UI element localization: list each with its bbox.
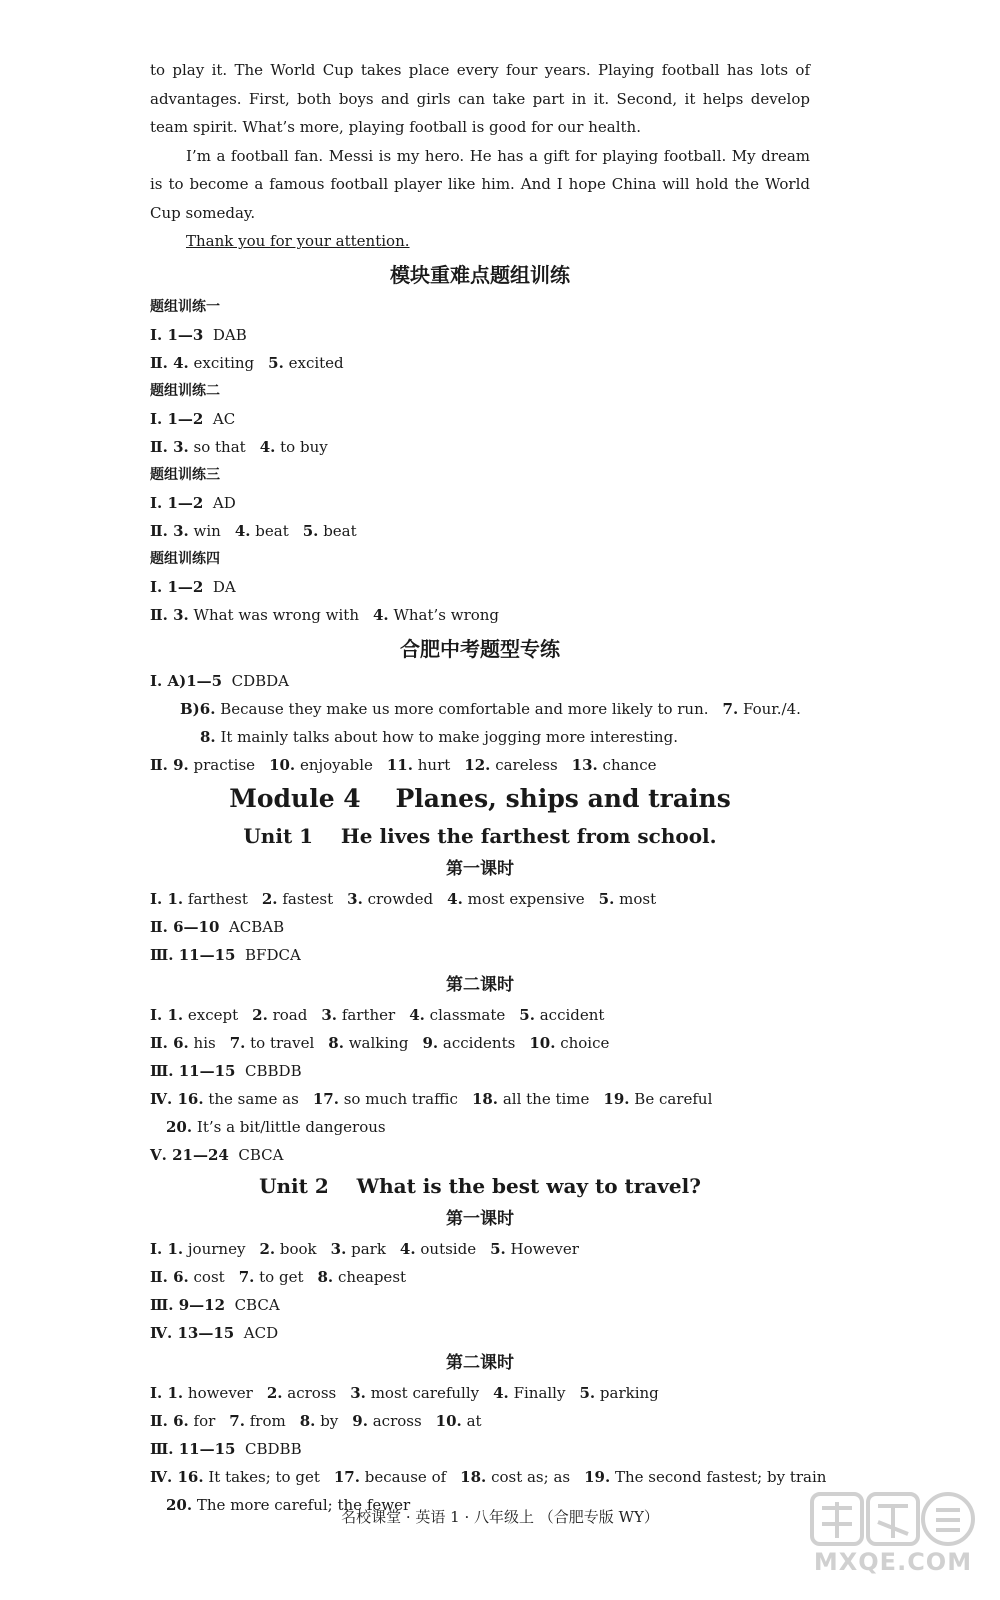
answer-line: Ⅱ. 3. so that 4. to buy (150, 438, 328, 456)
answer-line: Ⅰ. 1. however 2. across 3. most carefully 4. Finally 5. parking (150, 1384, 659, 1402)
answer-line: B)6. Because they make us more comfortable and more likely to run. 7. Four./4. (180, 700, 801, 718)
group-title-1: 题组训练一 (150, 299, 220, 315)
answer-line: Ⅲ. 9—12 CBCA (150, 1296, 280, 1314)
module-title: Module 4 Planes, ships and trains (229, 784, 731, 813)
answer-line: 20. It’s a bit/little dangerous (166, 1118, 386, 1136)
essay-paragraph-2: I’m a football fan. Messi is my hero. He has a gift for playing football. My dream is to become a famous football player like him. And I hope China will hold the World Cup someday. (150, 146, 810, 222)
answer-line: Ⅱ. 6. cost 7. to get 8. cheapest (150, 1268, 407, 1286)
answer-line: Ⅱ. 3. What was wrong with 4. What’s wrong (150, 606, 500, 624)
answer-line: Ⅱ. 3. win 4. beat 5. beat (150, 522, 357, 540)
section-title-module-practice: 模块重难点题组训练 (390, 263, 570, 287)
essay-paragraph-1: to play it. The World Cup takes place every four years. Playing football has lots of advantages. First, both boys and girls can take part in it. Second, it helps develop team spirit. What’s more, playing football is good for our health. (150, 61, 810, 136)
answer-line: Ⅲ. 11—15 CBDBB (150, 1440, 302, 1458)
answer-page (150, 56, 827, 1519)
answer-line: Ⅲ. 11—15 CBBDB (150, 1062, 302, 1080)
answer-line: Ⅰ. 1. farthest 2. fastest 3. crowded 4. most expensive 5. most (150, 890, 657, 908)
answer-seal-icon (808, 1488, 978, 1552)
answer-line: Ⅱ. 4. exciting 5. excited (150, 354, 344, 372)
answer-line: Ⅱ. 9. practise 10. enjoyable 11. hurt 12. careless 13. chance (150, 756, 657, 774)
lesson-title-u2-2: 第二课时 (446, 1353, 514, 1373)
answer-line: 20. The more careful; the fewer (166, 1496, 411, 1514)
watermark (808, 1488, 978, 1580)
answer-line: Ⅳ. 16. It takes; to get 17. because of 18. cost as; as 19. The second fastest; by train (150, 1468, 827, 1486)
lesson-title-u2-1: 第一课时 (446, 1209, 514, 1229)
lesson-title-u1-1: 第一课时 (446, 859, 514, 879)
answer-line: Ⅴ. 21—24 CBCA (150, 1146, 284, 1164)
answer-line: Ⅰ. 1—3 DAB (150, 326, 247, 344)
answer-line: Ⅰ. 1. journey 2. book 3. park 4. outside 5. However (150, 1240, 579, 1258)
group-title-4: 题组训练四 (150, 551, 220, 567)
lesson-title-u1-2: 第二课时 (446, 975, 514, 995)
answer-line: 8. It mainly talks about how to make jogging more interesting. (200, 728, 678, 746)
group-title-3: 题组训练三 (150, 467, 220, 483)
answer-line: Ⅳ. 13—15 ACD (150, 1324, 279, 1342)
watermark-text: MXQE.COM (813, 1548, 973, 1576)
page-footer: 名校课堂 · 英语 1 · 八年级上 （合肥专版 WY） (341, 1508, 659, 1526)
group-title-2: 题组训练二 (150, 383, 220, 399)
unit-1-title: Unit 1 He lives the farthest from school. (243, 824, 717, 848)
answer-line: Ⅱ. 6—10 ACBAB (150, 918, 285, 936)
answer-line: Ⅰ. 1. except 2. road 3. farther 4. classmate 5. accident (150, 1006, 605, 1024)
answer-line: Ⅰ. A)1—5 CDBDA (150, 672, 290, 690)
answer-line: Ⅰ. 1—2 DA (150, 578, 236, 596)
answer-line: Ⅱ. 6. his 7. to travel 8. walking 9. accidents 10. choice (150, 1034, 610, 1052)
essay-closing: Thank you for your attention. (186, 232, 410, 250)
unit-2-title: Unit 2 What is the best way to travel? (259, 1174, 701, 1198)
section-title-exam-practice: 合肥中考题型专练 (400, 637, 560, 661)
answer-line: Ⅲ. 11—15 BFDCA (150, 946, 301, 964)
answer-line: Ⅰ. 1—2 AC (150, 410, 236, 428)
answer-line: Ⅰ. 1—2 AD (150, 494, 236, 512)
answer-line: Ⅳ. 16. the same as 17. so much traffic 18. all the time 19. Be careful (150, 1090, 713, 1108)
answer-line: Ⅱ. 6. for 7. from 8. by 9. across 10. at (150, 1412, 482, 1430)
